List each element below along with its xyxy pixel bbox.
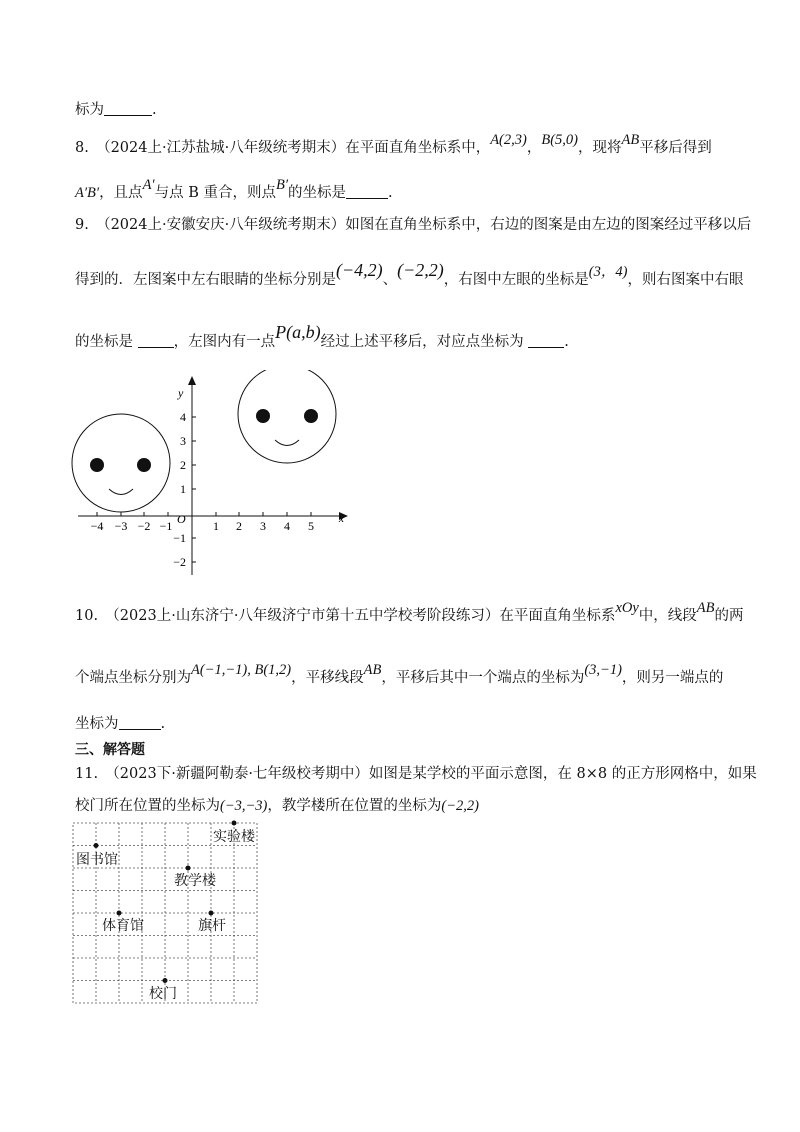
x-tick-label: 3 (260, 519, 266, 533)
segment-ab: AB (621, 132, 640, 148)
y-tick-label: 3 (180, 434, 186, 448)
q9-line2: 得到的．左图案中左右眼睛的坐标分别是(−4,2)、(−2,2)，右图中左眼的坐标是(3，4)，则右图案中右眼 (75, 260, 744, 288)
right-figure-left-eye-coord: (3，4) (588, 264, 628, 280)
gym-point (117, 911, 122, 916)
x-tick-label: −2 (137, 519, 151, 533)
left-face-right-eye (137, 458, 151, 472)
left-face-mouth (109, 489, 133, 495)
q7-tail-text: 标为 (75, 102, 104, 118)
left-smiley-face (72, 414, 170, 512)
answer-blank (138, 333, 174, 348)
school-gate-point (163, 978, 168, 983)
translated-endpoint: (3,−1) (584, 662, 622, 678)
x-tick-label: 1 (213, 519, 219, 533)
gate-coordinate: (−3,−3) (220, 798, 268, 814)
right-eye-coord: (−2,2) (397, 260, 444, 280)
answer-blank (104, 101, 152, 116)
x-tick-label: −4 (90, 519, 104, 533)
lab-building-label: 实验楼 (213, 830, 255, 845)
left-face-outline (72, 414, 170, 512)
x-tick-label: 2 (236, 519, 242, 533)
left-eye-coord: (−4,2) (336, 260, 383, 280)
gym-label: 体育馆 (102, 919, 144, 934)
right-face-mouth (275, 440, 299, 446)
smiley-coordinate-figure (60, 370, 360, 585)
point-b: B(5,0) (541, 132, 578, 148)
q8-line2: A′B′，且点A′与点 B 重合，则点B′的坐标是 . (75, 177, 393, 201)
q10-line3: 坐标为 . (75, 716, 166, 732)
y-tick-label: 1 (180, 482, 186, 496)
coordinate-system-xoy: xOy (615, 600, 639, 616)
section-heading: 三、解答题 (75, 742, 145, 758)
endpoints-ab: A(−1,−1), B(1,2) (191, 662, 292, 678)
teaching-building-label: 教学楼 (174, 874, 216, 889)
right-face-left-eye (256, 409, 270, 423)
point-p: P(a,b) (275, 322, 321, 342)
flagpole-label: 旗杆 (198, 919, 226, 934)
answer-blank (528, 333, 564, 348)
y-tick-label: −2 (173, 555, 186, 569)
teaching-building-coordinate: (−2,2) (441, 798, 479, 814)
grid-lines (73, 823, 257, 1003)
y-axis-arrow (188, 376, 196, 385)
school-gate-label: 校门 (149, 987, 177, 1002)
lab-building-point (232, 821, 237, 826)
q9-line1: 9. （2024上·安徽安庆·八年级统考期末）如图在直角坐标系中，右边的图案是由左边的图案经过平移以后 (75, 217, 752, 233)
q11-line1: 11. （2023下·新疆阿勒泰·七年级校考期中）如图是某学校的平面示意图，在 8×8 的正方形网格中，如果 (75, 766, 757, 782)
teaching-building-point (186, 866, 191, 871)
x-tick-label: 5 (308, 519, 314, 533)
y-tick-label: 4 (180, 410, 186, 424)
school-map-grid (70, 820, 270, 1006)
library-point (94, 843, 99, 848)
right-face-outline (238, 370, 336, 463)
point-b-prime: B′ (275, 177, 288, 193)
point-a-prime: A′ (142, 177, 155, 193)
y-axis-label: y (178, 386, 184, 400)
y-tick-label: 2 (180, 458, 186, 472)
x-axis-label: x (339, 513, 344, 525)
q10-line2: 个端点坐标分别为A(−1,−1), B(1,2)，平移线段AB，平移后其中一个端点的坐标为(3,−1)，则另一端点的 (75, 662, 724, 686)
flagpole-point (209, 911, 214, 916)
x-tick-label: 4 (284, 519, 290, 533)
origin-label: O (177, 512, 186, 526)
right-face-right-eye (304, 409, 318, 423)
segment-a-prime-b-prime: A′B′ (75, 185, 100, 201)
q11-line2: 校门所在位置的坐标为(−3,−3)，教学楼所在位置的坐标为(−2,2) (75, 798, 479, 814)
segment-ab: AB (696, 600, 715, 616)
q7-tail: 标为 . (75, 102, 157, 118)
segment-ab: AB (363, 662, 382, 678)
right-smiley-face (238, 370, 336, 463)
x-tick-label: −1 (159, 519, 173, 533)
q10-line1: 10. （2023上·山东济宁·八年级济宁市第十五中学校考阶段练习）在平面直角坐标系xOy中，线段AB的两 (75, 600, 744, 624)
x-tick-label: −3 (114, 519, 128, 533)
answer-blank (119, 715, 161, 730)
q9-line3: 的坐标是 ，左图内有一点P(a,b)经过上述平移后，对应点坐标为 . (75, 322, 569, 350)
point-a: A(2,3) (490, 132, 527, 148)
left-face-left-eye (90, 458, 104, 472)
answer-blank (346, 184, 388, 199)
y-tick-label: −1 (173, 531, 186, 545)
q8-line1: 8. （2024上·江苏盐城·八年级统考期末）在平面直角坐标系中，A(2,3)，B(5,0)，现将AB平移后得到 (75, 132, 712, 156)
library-label: 图书馆 (76, 853, 118, 868)
